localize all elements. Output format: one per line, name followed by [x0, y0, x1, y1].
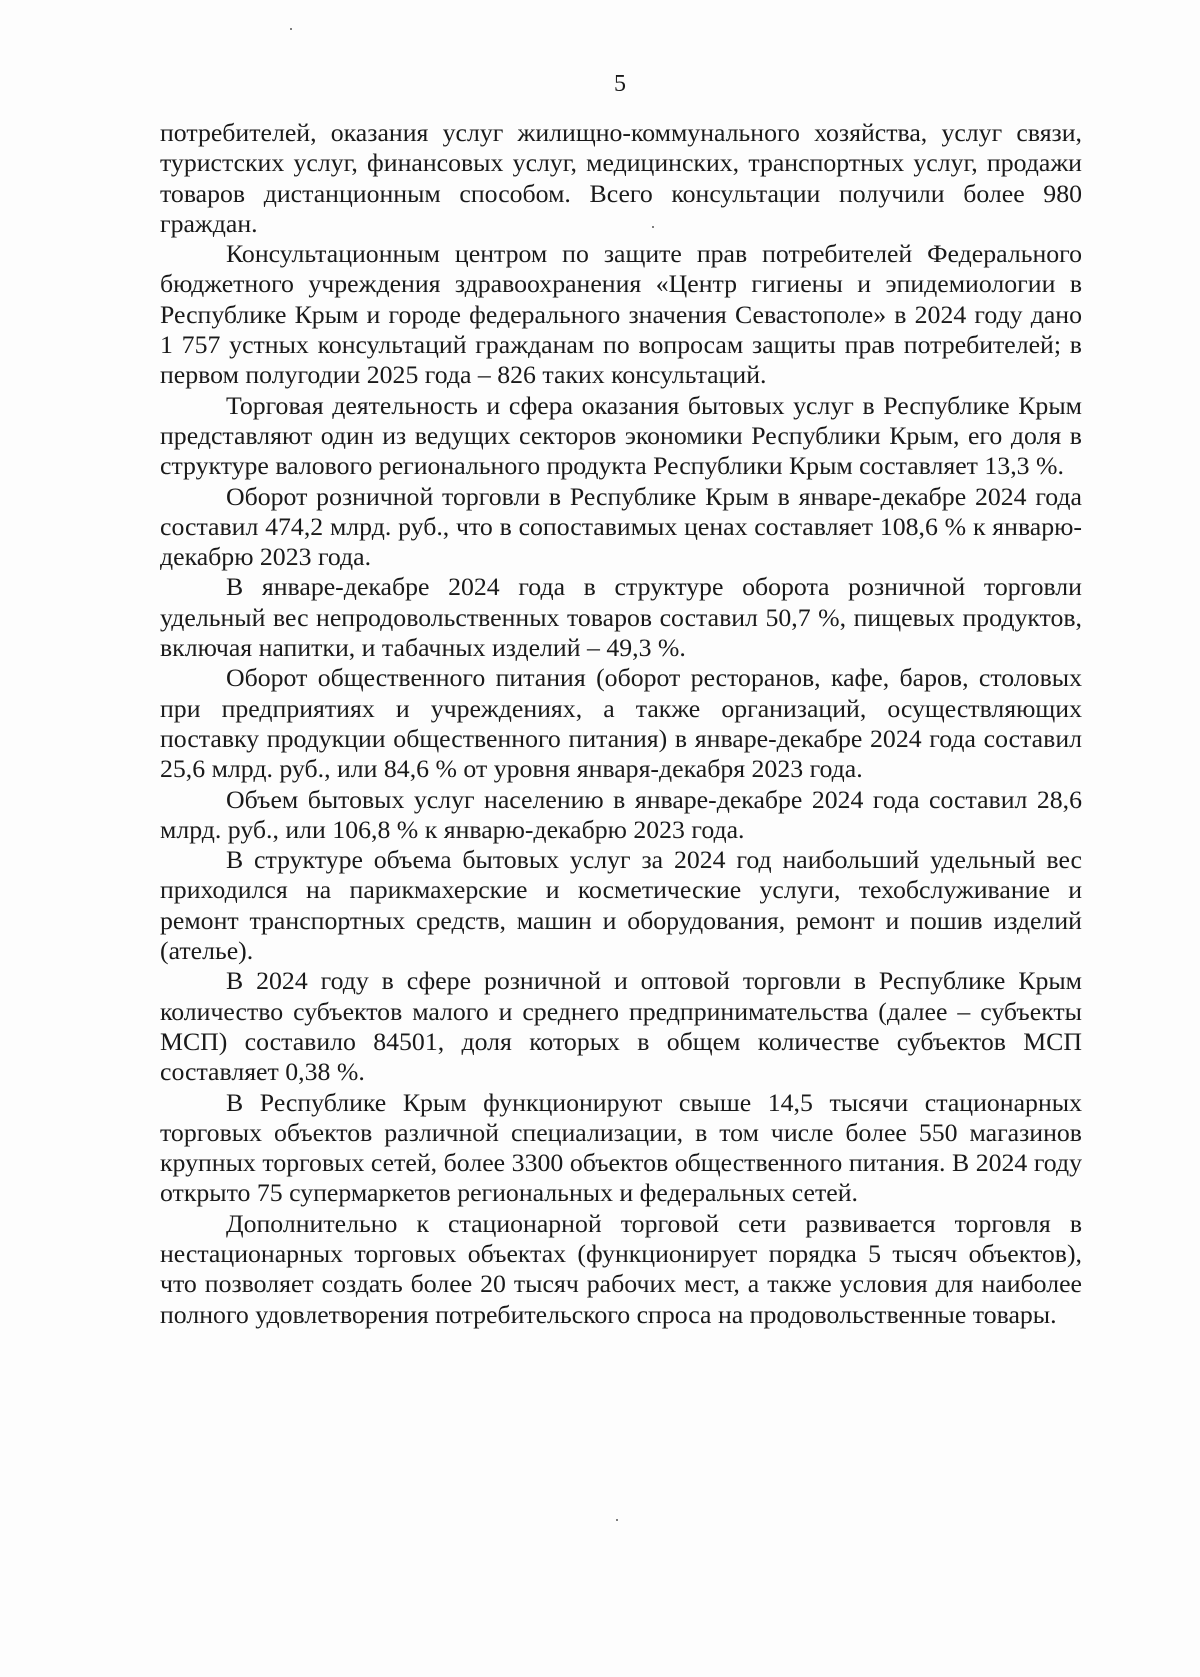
paragraph-retail-turnover: Оборот розничной торговли в Республике Крым в январе-декабре 2024 года составил 474,2 млрд. руб., что в сопоставимых ценах составляет 108,6 % к январю-декабрю 2023 года. [160, 481, 1082, 572]
document-body [160, 118, 1082, 1330]
paragraph-consultation-center: Консультационным центром по защите прав потребителей Федерального бюджетного учреждения здравоохранения «Центр гигиены и эпидемиологии в Республике Крым и городе федерального значения Севастополе» в 2024 году дано 1 757 устных консультаций гражданам по вопросам защиты прав потребителей; в первом полугодии 2025 года – 826 таких консультаций. [160, 239, 1082, 390]
paragraph-trade-sector-share: Торговая деятельность и сфера оказания бытовых услуг в Республике Крым представляют один из ведущих секторов экономики Республики Крым, его доля в структуре валового регионального продукта Республики Крым составляет 13,3 %. [160, 390, 1082, 481]
paragraph-non-stationary-trade: Дополнительно к стационарной торговой сети развивается торговля в нестационарных торговых объектах (функционирует порядка 5 тысяч объектов), что позволяет создать более 20 тысяч рабочих мест, а также условия для наиболее полного удовлетворения потребительского спроса на продовольственные товары. [160, 1208, 1082, 1329]
page-number: 5 [614, 71, 626, 97]
paragraph-public-catering: Оборот общественного питания (оборот ресторанов, кафе, баров, столовых при предприятиях и учреждениях, а также организаций, осуществляющих поставку продукции общественного питания) в январе-декабре 2024 года составил 25,6 млрд. руб., или 84,6 % от уровня января-декабря 2023 года. [160, 663, 1082, 784]
scan-speck [616, 1519, 618, 1521]
scan-speck [290, 28, 292, 30]
paragraph-stationary-objects: В Республике Крым функционируют свыше 14,5 тысячи стационарных торговых объектов различной специализации, в том числе более 550 магазинов крупных торговых сетей, более 3300 объектов общественного питания. В 2024 году открыто 75 супермаркетов региональных и федеральных сетей. [160, 1087, 1082, 1208]
paragraph-sme-count: В 2024 году в сфере розничной и оптовой торговли в Республике Крым количество субъектов малого и среднего предпринимательства (далее – субъекты МСП) составило 84501, доля которых в общем количестве субъектов МСП составляет 0,38 %. [160, 966, 1082, 1087]
paragraph-household-services-structure: В структуре объема бытовых услуг за 2024 год наибольший удельный вес приходился на парикмахерские и косметические услуги, техобслуживание и ремонт транспортных средств, машин и оборудования, ремонт и пошив изделий (ателье). [160, 845, 1082, 966]
paragraph-retail-structure: В январе-декабре 2024 года в структуре оборота розничной торговли удельный вес непродовольственных товаров составил 50,7 %, пищевых продуктов, включая напитки, и табачных изделий – 49,3 %. [160, 572, 1082, 663]
paragraph-household-services-volume: Объем бытовых услуг населению в январе-декабре 2024 года составил 28,6 млрд. руб., или 106,8 % к январю-декабрю 2023 года. [160, 784, 1082, 844]
paragraph-consumer-consultations-continued: потребителей, оказания услуг жилищно-коммунального хозяйства, услуг связи, туристских услуг, финансовых услуг, медицинских, транспортных услуг, продажи товаров дистанционным способом. Всего консультации получили более 980 граждан. [160, 118, 1082, 238]
